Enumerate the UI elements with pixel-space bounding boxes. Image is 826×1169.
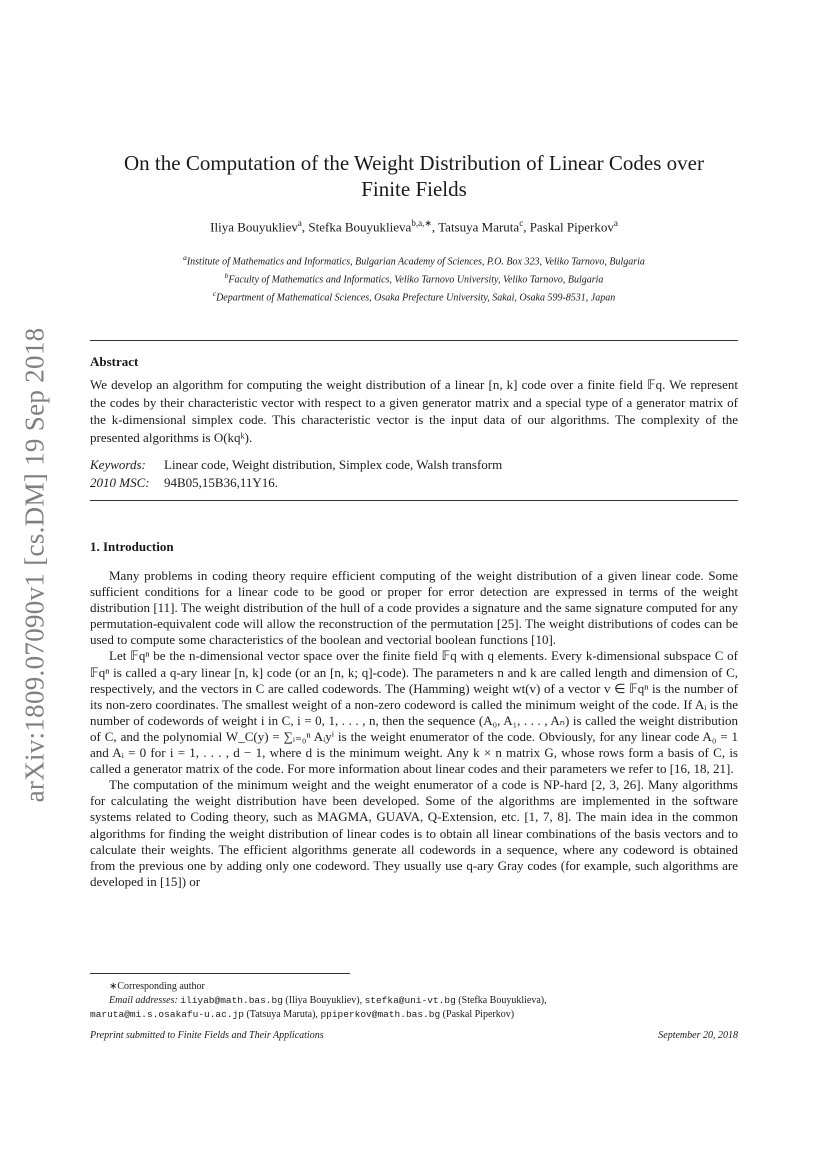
author-mark: a xyxy=(297,218,302,228)
paragraph: Let 𝔽qⁿ be the n-dimensional vector space over the finite field 𝔽q with q elements. Every k-dimensional subspace C of 𝔽qⁿ is called a q-ary linear [n, k] code (or an [n, k; q]-code). The parameters n and k are called length and dimension of C, respectively, and the vectors in C are called codewords. The (Hamming) weight wt(v) of a vector v ∈ 𝔽qⁿ is the number of its non-zero coordinates. The smallest weight of a non-zero codeword is called the minimum weight of the code. If Aᵢ is the number of codewords of weight i in C, i = 0, 1, . . . , n, then the sequence (A₀, A₁, . . . , Aₙ) is called the weight distribution of C, and the polynomial W_C(y) = ∑ᵢ₌₀ⁿ Aᵢyⁱ is the weight enumerator of the code. Obviously, for any linear code A₀ = 1 and Aᵢ = 0 for i = 1, . . . , d − 1, where d is the minimum weight. Any k × n matrix G, whose rows form a basis of C, is called a generator matrix of the code. For more information about linear codes and their parameters we refer to [16, 18, 21]. xyxy=(90,648,738,777)
email-link[interactable]: iliyab@math.bas.bg xyxy=(180,995,283,1006)
footnote: ∗Corresponding author Email addresses: iliyab@math.bas.bg (Iliya Bouyukliev), stefka@uni-vt.bg (Stefka Bouyuklieva), maruta@mi.s.osakafu-u.ac.jp (Tatsuya Maruta), ppiperkov@math.bas.bg (Paskal Piperkov) xyxy=(90,980,738,1022)
email-link[interactable]: maruta@mi.s.osakafu-u.ac.jp xyxy=(90,1009,244,1020)
email-label: Email addresses: xyxy=(109,995,178,1006)
affiliation-item: $^c$Department of Mathematical Sciences, Osaka Prefecture University, Sakai, Osaka 599-8531, Japan xyxy=(212,288,616,303)
paragraph: The computation of the minimum weight and the weight enumerator of a code is NP-hard [2, 3, 26]. Many algorithms for calculating the weight distribution have been developed. Some of the algorithms are implemented in the software systems related to Coding theory, such as MAGMA, GUAVA, Q-Extension, etc. [1, 7, 8]. The main idea in the common algorithms for finding the weight distribution of linear codes is to obtain all linear combinations of the basis vectors and to calculate their weights. The efficient algorithms generate all codewords in a sequence, where any codeword is obtained from the previous one by adding only one codeword. They usually use q-ary Gray codes (for example, such algorithms are developed in [15]) or xyxy=(90,777,738,889)
title-line-2: Finite Fields xyxy=(361,177,467,201)
keywords-block xyxy=(90,456,738,491)
author-mark: a xyxy=(613,218,618,228)
footer-date: September 20, 2018 xyxy=(658,1030,738,1041)
page-footer xyxy=(90,1030,738,1041)
email-link[interactable]: ppiperkov@math.bas.bg xyxy=(320,1009,441,1020)
keywords-label: Keywords: xyxy=(90,457,146,472)
paper-title xyxy=(90,150,738,202)
msc-text: 94B05,15B36,11Y16. xyxy=(164,474,278,490)
author-mark: b,a,∗ xyxy=(411,218,432,228)
abstract-bottom-rule xyxy=(90,500,738,501)
corresponding-author-note: ∗Corresponding author xyxy=(109,981,205,992)
preprint-note: Preprint submitted to Finite Fields and Their Applications xyxy=(90,1030,324,1041)
arxiv-identifier-stamp xyxy=(18,327,52,803)
author-list: Iliya Bouyukliev$^a$, Stefka Bouyuklieva$^{b,a,∗}$, Tatsuya Maruta$^c$, Paskal Piperkov$^a$ xyxy=(210,218,618,235)
author-name: Iliya Bouyukliev xyxy=(210,219,298,235)
abstract-text: We develop an algorithm for computing the weight distribution of a linear [n, k] code over a finite field 𝔽q. We represent the codes by their characteristic vector with respect to a given generator matrix and a special type of a generator matrix of the k-dimensional simplex code. This characteristic vector is the input data of our algorithms. The complexity of the presented algorithms is O(kqᵏ). xyxy=(90,377,738,445)
author-name: Paskal Piperkov xyxy=(529,219,614,235)
footnote-rule xyxy=(90,973,350,974)
abstract-heading: Abstract xyxy=(90,354,139,369)
title-line-1: On the Computation of the Weight Distribution of Linear Codes over xyxy=(124,151,704,175)
keywords-text: Linear code, Weight distribution, Simplex code, Walsh transform xyxy=(164,457,503,472)
keywords-line xyxy=(90,456,738,474)
arxiv-identifier: arXiv:1809.07090v1 [cs.DM] 19 Sep 2018 xyxy=(19,327,50,803)
affiliation-item: $^a$Institute of Mathematics and Informatics, Bulgarian Academy of Sciences, P.O. Box 323, Veliko Tarnovo, Bulgaria xyxy=(183,253,645,268)
email-link[interactable]: stefka@uni-vt.bg xyxy=(364,995,456,1006)
author-mark: c xyxy=(519,218,524,228)
author-name: Stefka Bouyuklieva xyxy=(308,219,412,235)
section-heading: 1. Introduction xyxy=(90,539,174,554)
affiliation-item: $^b$Faculty of Mathematics and Informatics, Veliko Tarnovo University, Veliko Tarnovo, Bulgaria xyxy=(224,270,604,286)
msc-line xyxy=(90,474,738,492)
author-name: Tatsuya Maruta xyxy=(438,219,520,235)
introduction-body xyxy=(90,568,738,890)
abstract-top-rule xyxy=(90,340,738,341)
affiliation-list xyxy=(90,251,738,304)
paragraph: Many problems in coding theory require efficient computing of the weight distribution of a given linear code. Some sufficient conditions for a linear code to be good or proper for error detection are expressed in terms of the weight distribution [11]. The weight distribution of the hull of a code provides a signature and the same signature computed for any permutation-equivalent code will allow the reconstruction of the permutation [25]. The weight distributions of codes can be used to compute some characteristics of the boolean and vectorial boolean functions [10]. xyxy=(90,568,738,648)
msc-label: 2010 MSC: xyxy=(90,474,150,490)
